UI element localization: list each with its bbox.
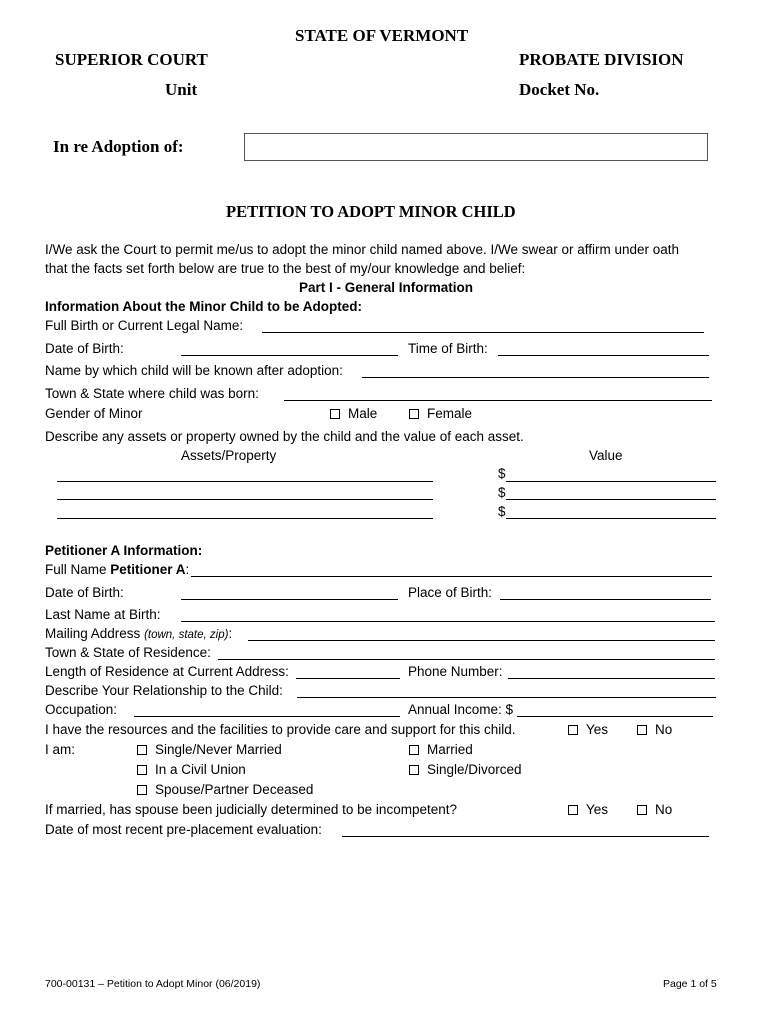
occupation-field[interactable] bbox=[134, 716, 400, 717]
court-heading: SUPERIOR COURT bbox=[55, 50, 208, 69]
residence-length-label: Length of Residence at Current Address: bbox=[45, 664, 289, 679]
child-full-name-label: Full Birth or Current Legal Name: bbox=[45, 318, 244, 333]
deceased-label: Spouse/Partner Deceased bbox=[155, 782, 314, 797]
value-field-3[interactable] bbox=[506, 518, 716, 519]
intro-line-2: that the facts set forth below are true to the best of my/our knowledge and belief: bbox=[45, 261, 526, 276]
divorced-option[interactable] bbox=[409, 762, 522, 777]
incompetent-yes-checkbox[interactable] bbox=[568, 805, 578, 815]
mailing-address-label: Mailing Address (town, state, zip): bbox=[45, 626, 233, 641]
female-checkbox[interactable] bbox=[409, 409, 419, 419]
value-field-1[interactable] bbox=[506, 481, 716, 482]
adoption-of-label: In re Adoption of: bbox=[53, 137, 184, 156]
resources-yes-checkbox[interactable] bbox=[568, 725, 578, 735]
child-full-name-field[interactable] bbox=[262, 332, 704, 333]
value-field-2[interactable] bbox=[506, 499, 716, 500]
single-checkbox[interactable] bbox=[137, 745, 147, 755]
married-checkbox[interactable] bbox=[409, 745, 419, 755]
petitioner-pob-label: Place of Birth: bbox=[408, 585, 493, 600]
gender-male-option[interactable] bbox=[330, 406, 377, 421]
female-label: Female bbox=[427, 406, 473, 421]
no-label: No bbox=[655, 802, 673, 817]
incompetent-question: If married, has spouse been judicially determined to be incompetent? bbox=[45, 802, 457, 817]
petitioner-full-name-label: Full Name Petitioner A: bbox=[45, 562, 190, 577]
civil-union-checkbox[interactable] bbox=[137, 765, 147, 775]
asset-field-3[interactable] bbox=[57, 518, 433, 519]
married-label: Married bbox=[427, 742, 473, 757]
divorced-label: Single/Divorced bbox=[427, 762, 522, 777]
petitioner-pob-field[interactable] bbox=[500, 599, 711, 600]
asset-field-1[interactable] bbox=[57, 481, 433, 482]
occupation-label: Occupation: bbox=[45, 702, 118, 717]
incompetent-no-option[interactable] bbox=[637, 802, 672, 817]
page-number: Page 1 of 5 bbox=[663, 978, 717, 990]
child-dob-label: Date of Birth: bbox=[45, 341, 124, 356]
income-field[interactable] bbox=[517, 716, 713, 717]
dollar-sign: $ bbox=[498, 466, 506, 481]
last-name-birth-field[interactable] bbox=[181, 621, 715, 622]
docket-label: Docket No. bbox=[519, 80, 600, 99]
form-identifier: 700-00131 – Petition to Adopt Minor (06/2019) bbox=[45, 978, 261, 990]
phone-label: Phone Number: bbox=[408, 664, 503, 679]
petitioner-section-heading: Petitioner A Information: bbox=[45, 543, 203, 558]
i-am-label: I am: bbox=[45, 742, 76, 757]
married-option[interactable] bbox=[409, 742, 473, 757]
evaluation-date-field[interactable] bbox=[342, 836, 709, 837]
no-label: No bbox=[655, 722, 673, 737]
last-name-birth-label: Last Name at Birth: bbox=[45, 607, 161, 622]
phone-field[interactable] bbox=[508, 678, 715, 679]
male-label: Male bbox=[348, 406, 378, 421]
unit-label: Unit bbox=[165, 80, 198, 99]
child-birthplace-field[interactable] bbox=[284, 400, 712, 401]
child-section-heading: Information About the Minor Child to be Adopted: bbox=[45, 299, 362, 314]
child-gender-label: Gender of Minor bbox=[45, 406, 143, 421]
income-label: Annual Income: $ bbox=[408, 702, 514, 717]
petitioner-dob-field[interactable] bbox=[181, 599, 398, 600]
relationship-label: Describe Your Relationship to the Child: bbox=[45, 683, 283, 698]
child-birthplace-label: Town & State where child was born: bbox=[45, 386, 259, 401]
evaluation-date-label: Date of most recent pre-placement evaluation: bbox=[45, 822, 322, 837]
mailing-address-field[interactable] bbox=[248, 640, 715, 641]
male-checkbox[interactable] bbox=[330, 409, 340, 419]
gender-female-option[interactable] bbox=[409, 406, 472, 421]
child-dob-field[interactable] bbox=[181, 355, 398, 356]
resources-yes-option[interactable] bbox=[568, 722, 608, 737]
assets-description: Describe any assets or property owned by the child and the value of each asset. bbox=[45, 429, 524, 444]
deceased-option[interactable] bbox=[137, 782, 313, 797]
resources-question: I have the resources and the facilities to provide care and support for this child. bbox=[45, 722, 516, 737]
relationship-field[interactable] bbox=[297, 697, 716, 698]
incompetent-no-checkbox[interactable] bbox=[637, 805, 647, 815]
division-heading: PROBATE DIVISION bbox=[519, 50, 684, 69]
dollar-sign: $ bbox=[498, 485, 506, 500]
value-column-header: Value bbox=[589, 448, 623, 463]
incompetent-yes-option[interactable] bbox=[568, 802, 608, 817]
intro-line-1: I/We ask the Court to permit me/us to adopt the minor child named above. I/We swear or affirm under oath bbox=[45, 242, 680, 257]
adoption-of-field[interactable] bbox=[244, 133, 708, 161]
child-tob-field[interactable] bbox=[498, 355, 709, 356]
residence-length-field[interactable] bbox=[296, 678, 400, 679]
part1-heading: Part I - General Information bbox=[299, 280, 474, 295]
single-label: Single/Never Married bbox=[155, 742, 282, 757]
single-option[interactable] bbox=[137, 742, 282, 757]
petitioner-full-name-field[interactable] bbox=[191, 576, 712, 577]
page-title: PETITION TO ADOPT MINOR CHILD bbox=[226, 202, 516, 221]
resources-no-checkbox[interactable] bbox=[637, 725, 647, 735]
yes-label: Yes bbox=[586, 722, 609, 737]
child-name-after-field[interactable] bbox=[362, 377, 709, 378]
resources-no-option[interactable] bbox=[637, 722, 672, 737]
state-heading: STATE OF VERMONT bbox=[295, 26, 469, 45]
child-tob-label: Time of Birth: bbox=[408, 341, 488, 356]
yes-label: Yes bbox=[586, 802, 609, 817]
child-name-after-label: Name by which child will be known after adoption: bbox=[45, 363, 343, 378]
asset-field-2[interactable] bbox=[57, 499, 433, 500]
deceased-checkbox[interactable] bbox=[137, 785, 147, 795]
town-state-residence-field[interactable] bbox=[218, 659, 715, 660]
town-state-residence-label: Town & State of Residence: bbox=[45, 645, 211, 660]
civil-union-option[interactable] bbox=[137, 762, 246, 777]
civil-union-label: In a Civil Union bbox=[155, 762, 246, 777]
assets-column-header: Assets/Property bbox=[181, 448, 277, 463]
divorced-checkbox[interactable] bbox=[409, 765, 419, 775]
dollar-sign: $ bbox=[498, 504, 506, 519]
petitioner-dob-label: Date of Birth: bbox=[45, 585, 124, 600]
